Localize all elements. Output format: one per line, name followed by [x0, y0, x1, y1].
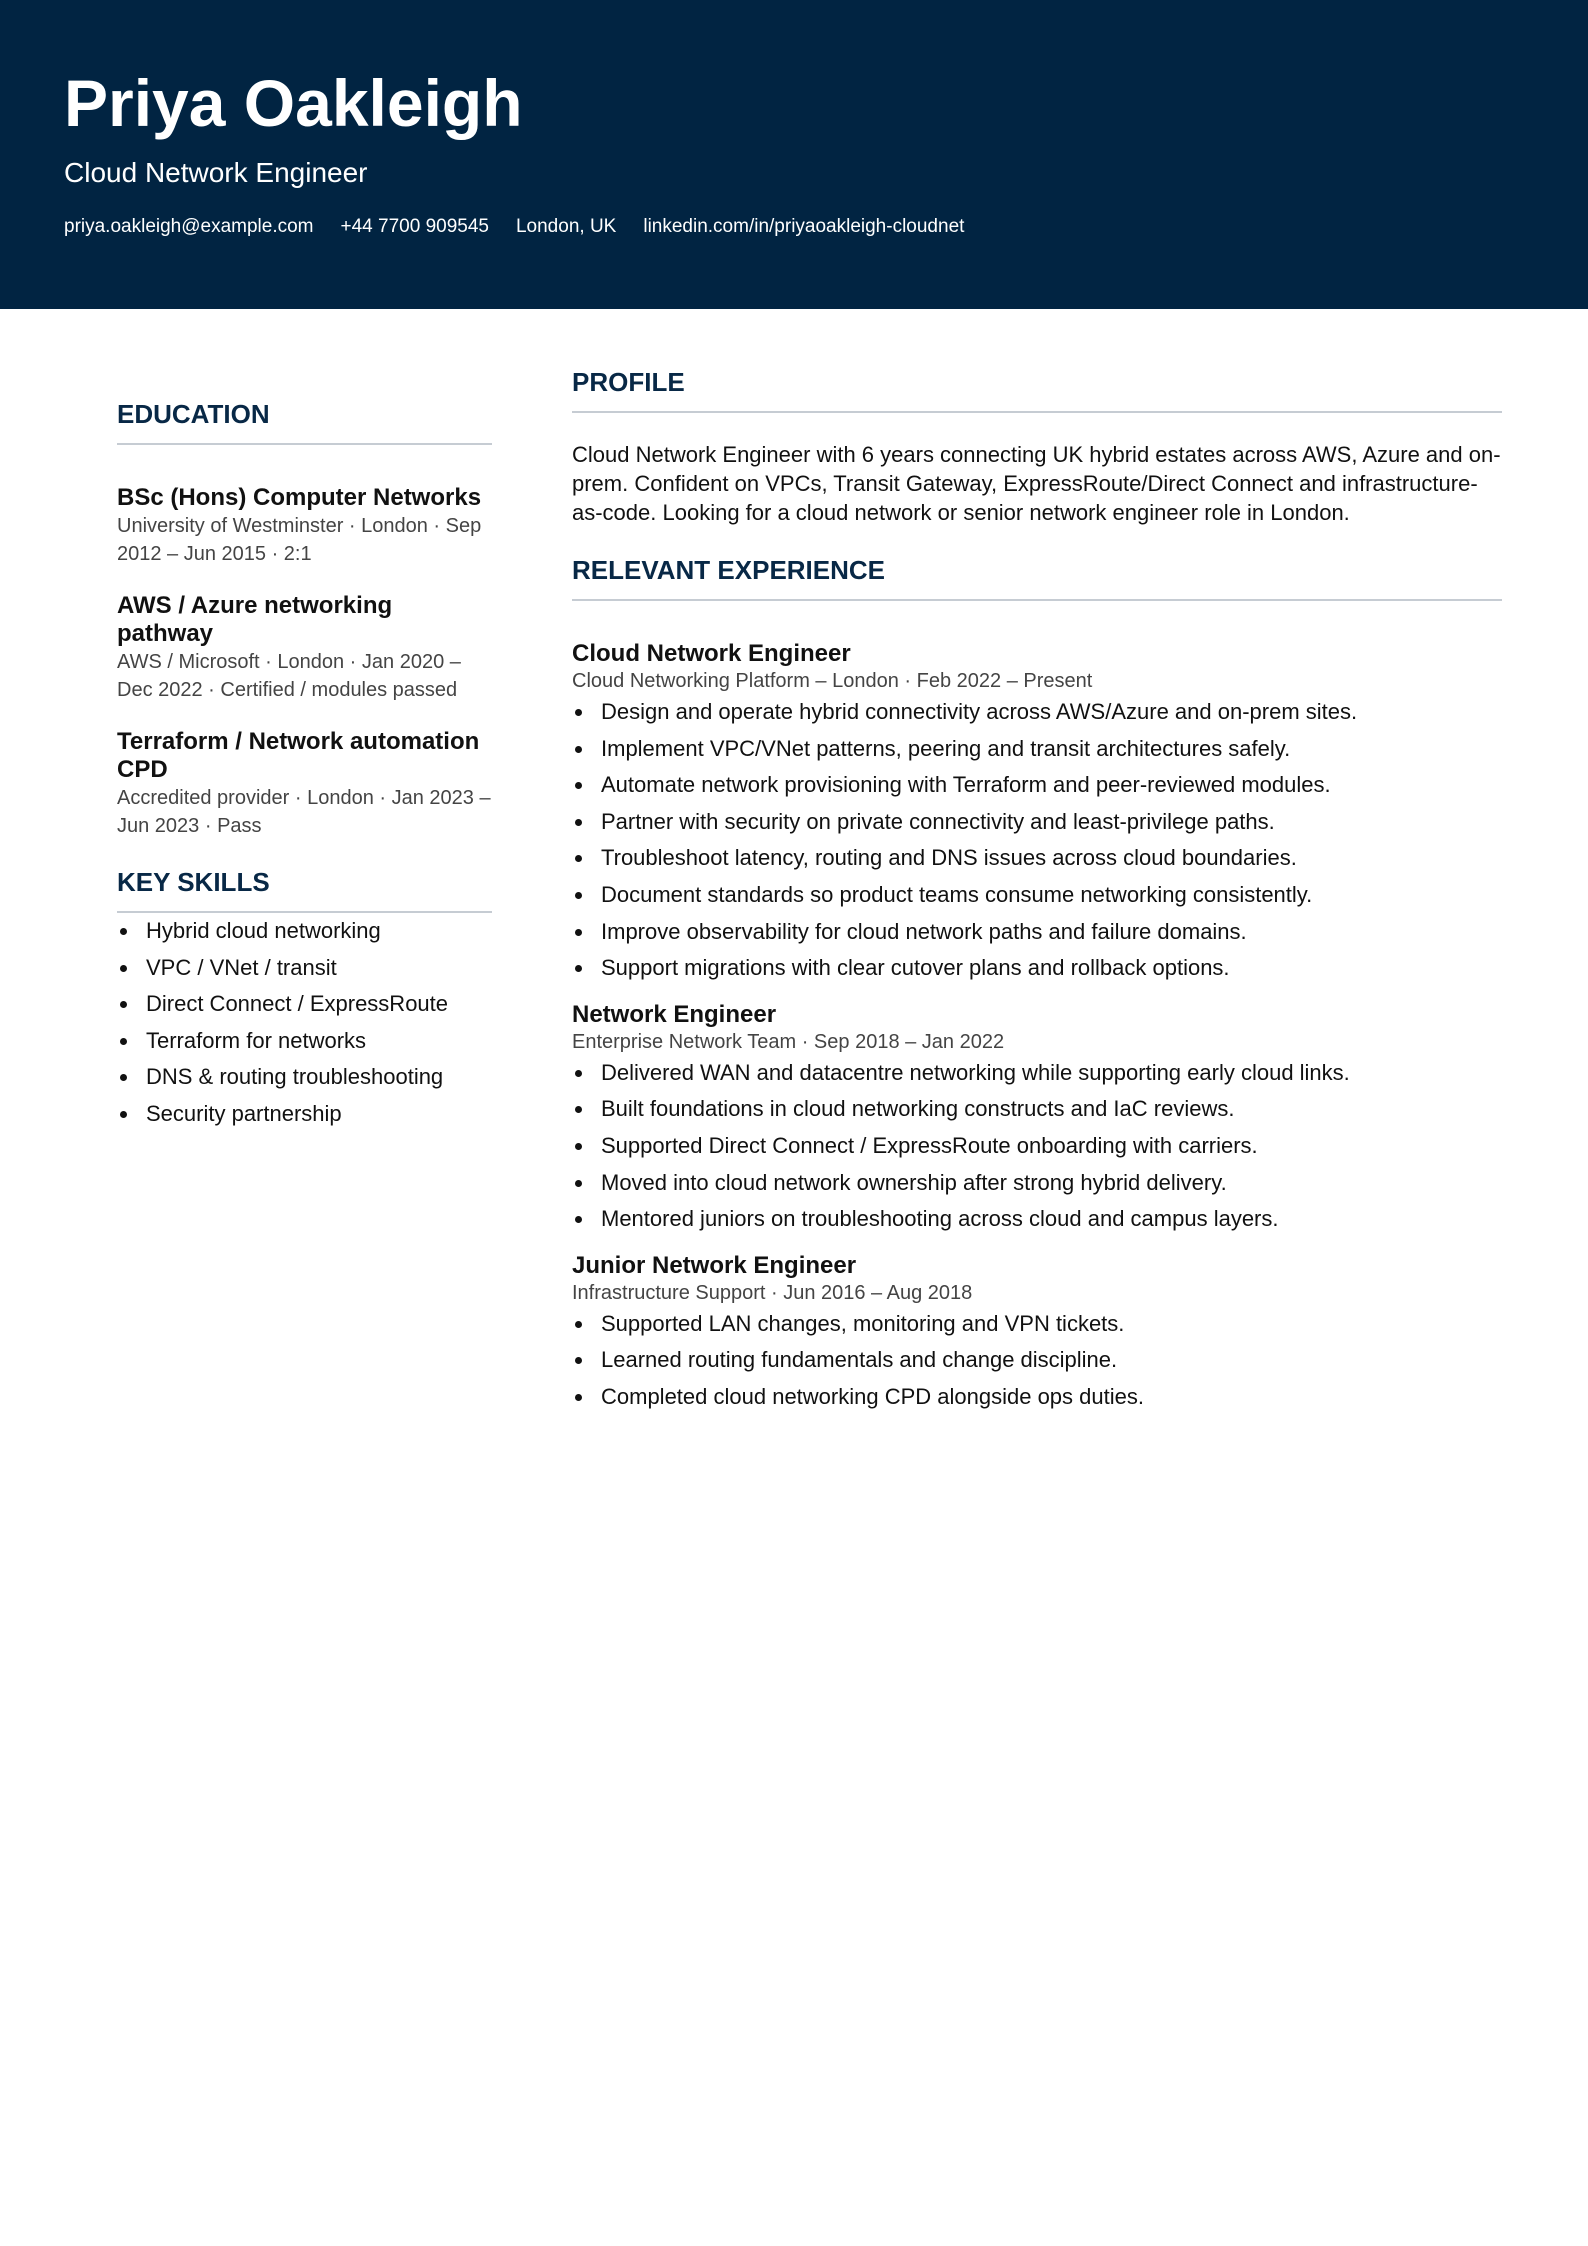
job-entry [572, 1252, 1502, 1416]
job-bullet: Completed cloud networking CPD alongside ops duties. [572, 1379, 1502, 1416]
resume-header [0, 0, 1588, 309]
skill-item: Terraform for networks [117, 1023, 492, 1060]
education-item [117, 484, 492, 568]
job-bullet: Implement VPC/VNet patterns, peering and transit architectures safely. [572, 731, 1502, 768]
contact-phone[interactable]: +44 7700 909545 [340, 216, 489, 237]
job-bullet: Moved into cloud network ownership after strong hybrid delivery. [572, 1165, 1502, 1202]
skill-item: Security partnership [117, 1096, 492, 1133]
education-degree: Terraform / Network automation CPD [117, 728, 480, 783]
job-bullet: Troubleshoot latency, routing and DNS issues across cloud boundaries. [572, 840, 1502, 877]
education-meta: University of Westminster · London · Sep 2012 – Jun 2015 · 2:1 [117, 515, 482, 565]
education-degree: BSc (Hons) Computer Networks [117, 484, 482, 511]
right-column [572, 364, 1502, 1430]
job-bullet: Document standards so product teams consume networking consistently. [572, 877, 1502, 914]
job-meta: Infrastructure Support · Jun 2016 – Aug 2018 [572, 1281, 973, 1304]
education-degree: AWS / Azure networking pathway [117, 592, 393, 647]
skills-title: KEY SKILLS [117, 864, 492, 913]
job-bullet: Supported Direct Connect / ExpressRoute onboarding with carriers. [572, 1128, 1502, 1165]
job-bullet: Partner with security on private connectivity and least-privilege paths. [572, 804, 1502, 841]
profile-summary: Cloud Network Engineer with 6 years connecting UK hybrid estates across AWS, Azure and on-prem. Confident on VPCs, Transit Gateway, ExpressRoute/Direct Connect and infrastructure-as-code. Looking for a cloud network or senior network engineer role in London. [572, 442, 1501, 525]
job-bullet: Support migrations with clear cutover plans and rollback options. [572, 950, 1502, 987]
job-bullets [572, 694, 1502, 987]
job-bullet: Design and operate hybrid connectivity across AWS/Azure and on-prem sites. [572, 694, 1502, 731]
job-title: Network Engineer [572, 1000, 777, 1028]
job-title: Junior Network Engineer [572, 1251, 857, 1279]
job-entry [572, 1001, 1502, 1238]
job-title: Cloud Network Engineer [572, 640, 851, 667]
skills-list [117, 913, 492, 1133]
job-bullets [572, 1306, 1502, 1416]
job-bullet: Mentored juniors on troubleshooting across cloud and campus layers. [572, 1201, 1502, 1238]
skill-item: Hybrid cloud networking [117, 913, 492, 950]
job-meta: Enterprise Network Team · Sep 2018 – Jan 2022 [572, 1030, 1005, 1053]
job-bullet: Built foundations in cloud networking constructs and IaC reviews. [572, 1091, 1502, 1128]
experience-title: RELEVANT EXPERIENCE [572, 552, 1502, 601]
education-title: EDUCATION [117, 396, 492, 445]
job-entry [572, 640, 1502, 987]
candidate-name: Priya Oakleigh [64, 66, 523, 140]
skill-item: VPC / VNet / transit [117, 950, 492, 987]
candidate-role: Cloud Network Engineer [64, 157, 368, 188]
experience-list [572, 640, 1502, 1416]
job-bullet: Improve observability for cloud network paths and failure domains. [572, 914, 1502, 951]
experience-section [572, 552, 1502, 1416]
skills-section [117, 864, 492, 1133]
contact-email[interactable]: priya.oakleigh@example.com [64, 216, 314, 237]
skill-item: Direct Connect / ExpressRoute [117, 986, 492, 1023]
job-meta: Cloud Networking Platform – London · Feb 2022 – Present [572, 670, 1093, 692]
contact-linkedin[interactable]: linkedin.com/in/priyaoakleigh-cloudnet [643, 216, 965, 237]
job-bullet: Delivered WAN and datacentre networking while supporting early cloud links. [572, 1055, 1502, 1092]
skill-item: DNS & routing troubleshooting [117, 1059, 492, 1096]
education-meta: Accredited provider · London · Jan 2023 – Jun 2023 · Pass [117, 787, 491, 837]
profile-section [572, 364, 1502, 527]
contact-location: London, UK [515, 216, 617, 237]
education-list [117, 484, 492, 840]
job-bullets [572, 1055, 1502, 1238]
profile-title: PROFILE [572, 364, 1502, 413]
job-bullet: Learned routing fundamentals and change discipline. [572, 1342, 1502, 1379]
education-section [117, 396, 492, 840]
education-meta: AWS / Microsoft · London · Jan 2020 – Dec 2022 · Certified / modules passed [117, 651, 461, 701]
education-item [117, 592, 492, 704]
left-column [117, 396, 492, 1133]
job-bullet: Supported LAN changes, monitoring and VPN tickets. [572, 1306, 1502, 1343]
job-bullet: Automate network provisioning with Terraform and peer-reviewed modules. [572, 767, 1502, 804]
education-item [117, 728, 492, 840]
contact-row [64, 214, 964, 240]
